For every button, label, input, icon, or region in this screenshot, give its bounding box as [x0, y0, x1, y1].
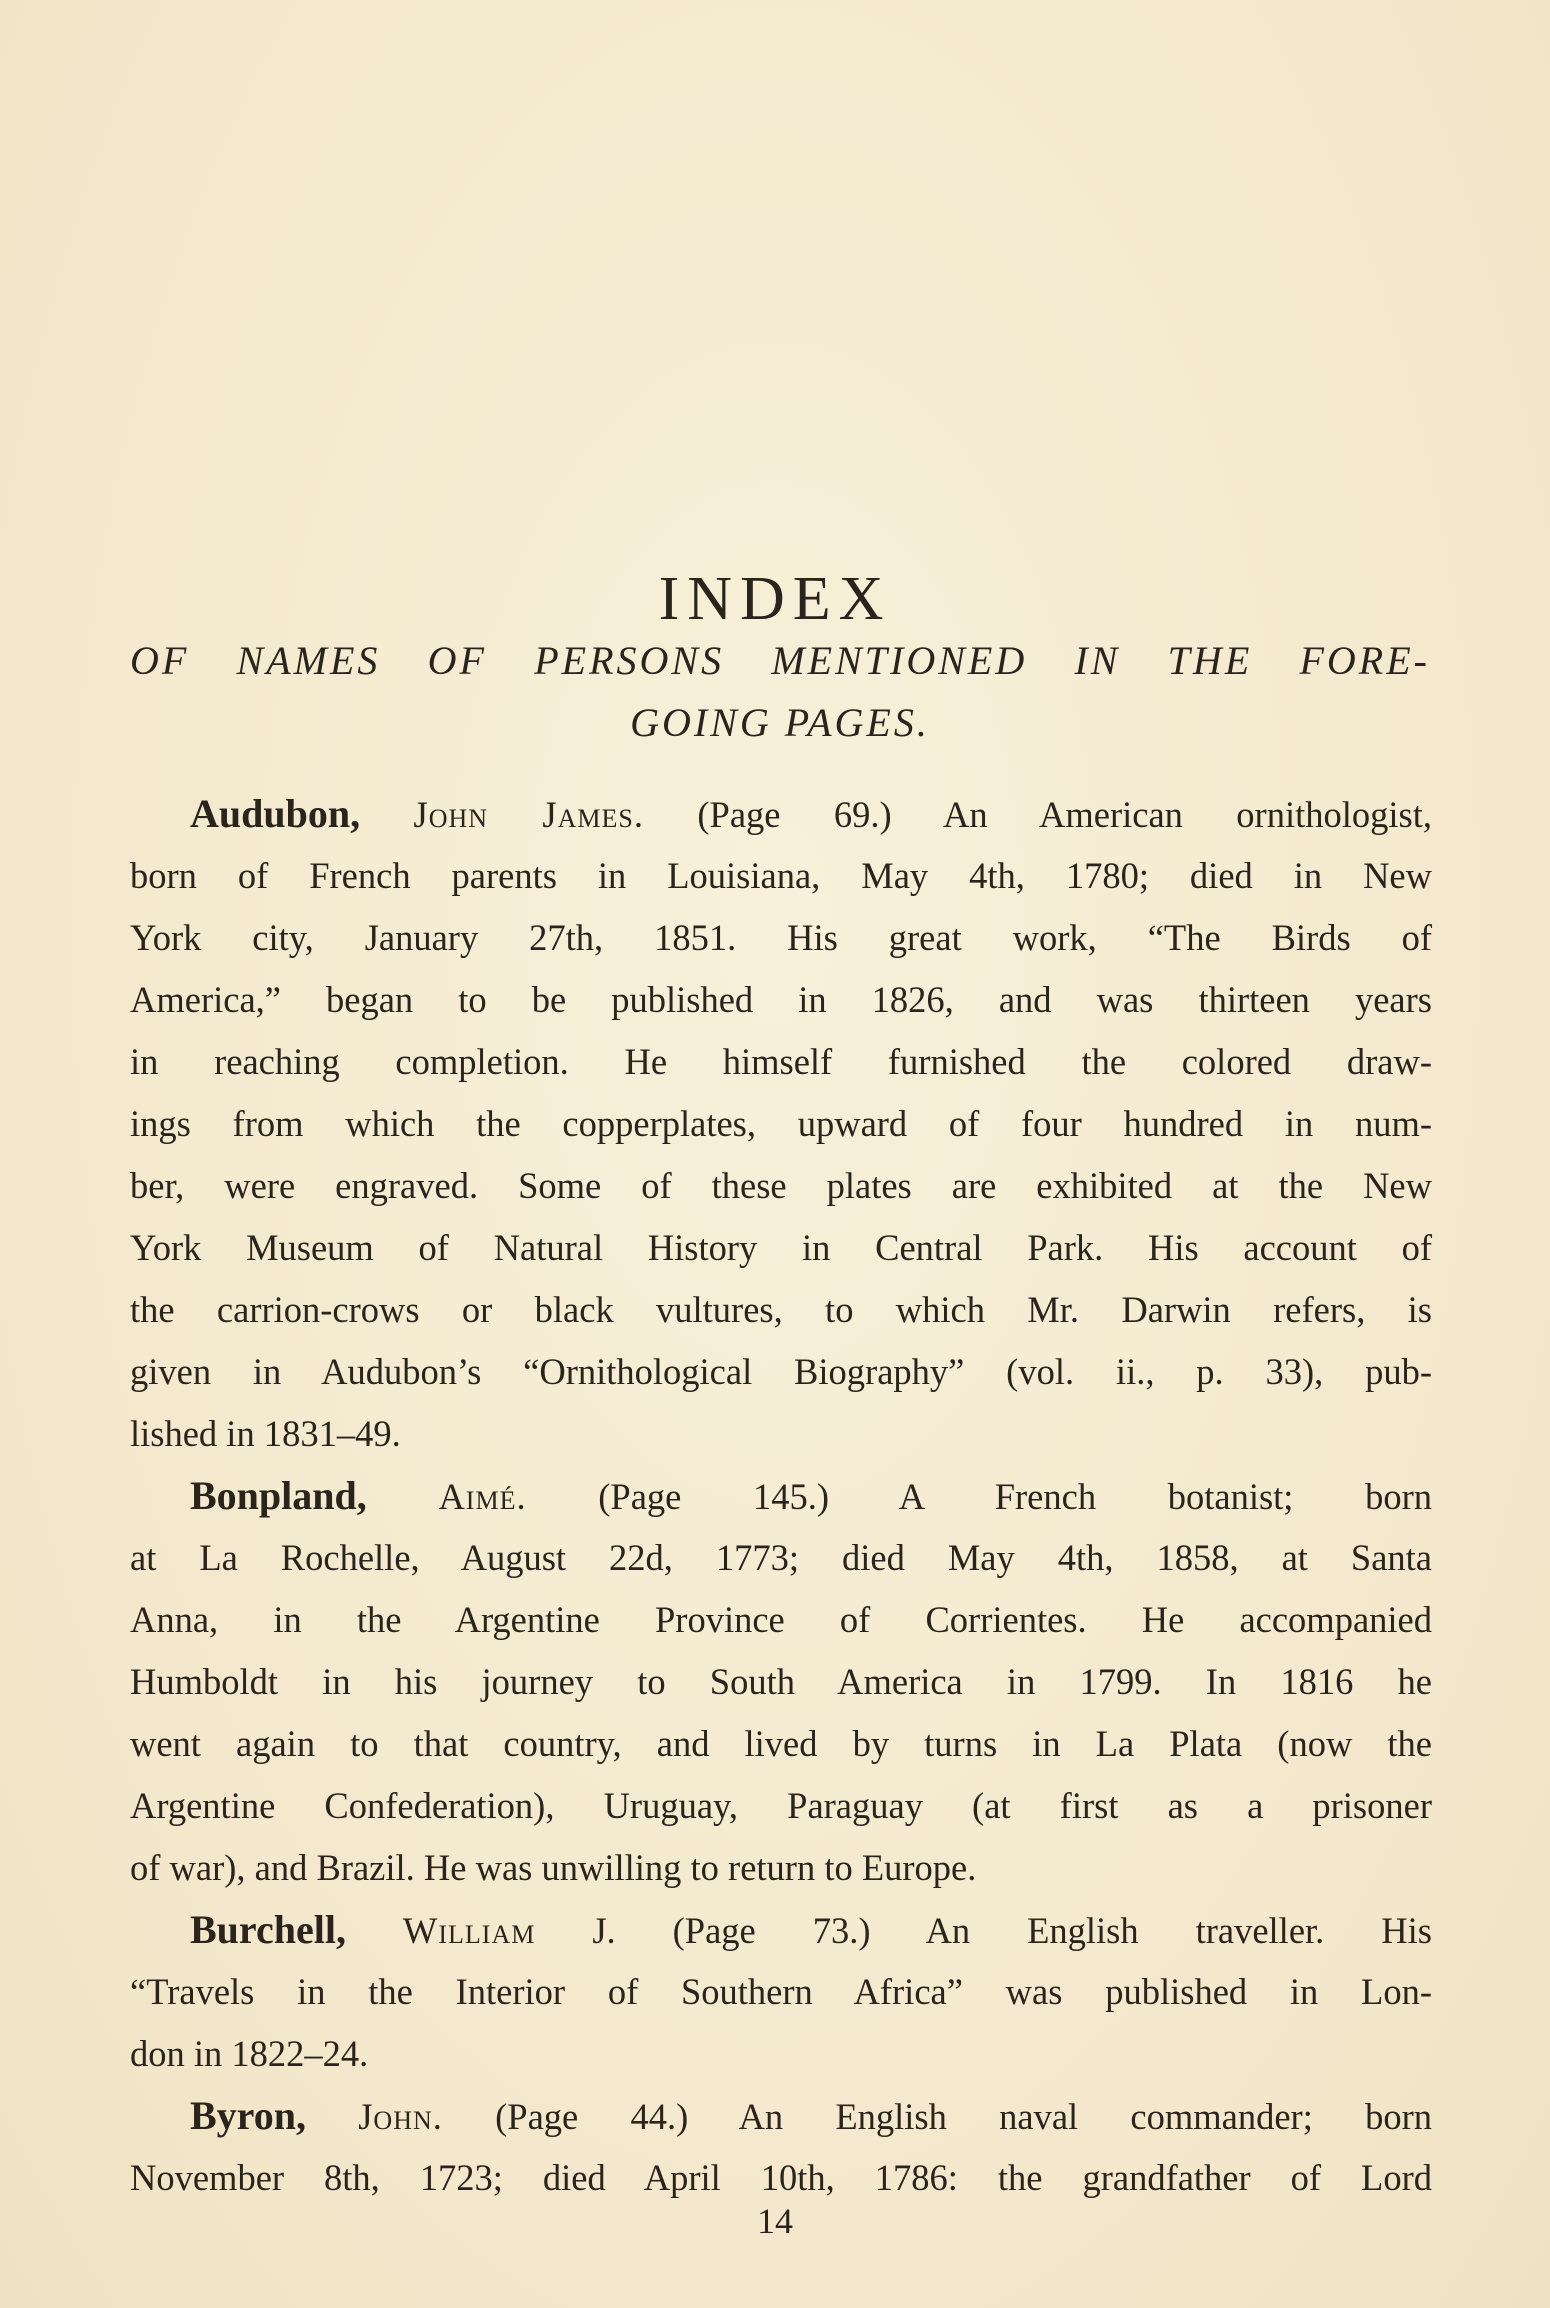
- entry-name: Burchell,: [190, 1907, 346, 1952]
- entry-text-line: lished in 1831–49.: [130, 1413, 401, 1454]
- entry-text-line: the carrion-crows or black vultures, to which Mr. Darwin refers, is: [130, 1289, 1432, 1330]
- subtitle-line-2: GOING PAGES.: [630, 700, 930, 745]
- entry-text-line: Anna, in the Argentine Province of Corrientes. He accompanied: [130, 1599, 1432, 1640]
- entry-first-names: John James.: [413, 794, 645, 835]
- entry-text-line: given in Audubon’s “Ornithological Biography” (vol. ii., p. 33), pub-: [130, 1351, 1432, 1392]
- subtitle-line-1: OF NAMES OF PERSONS MENTIONED IN THE FORE-: [130, 638, 1430, 683]
- entry-text-line: ber, were engraved. Some of these plates are exhibited at the New: [130, 1165, 1432, 1206]
- index-entry-burchell-line: [130, 1899, 1432, 1961]
- index-entry-bonpland-line: [130, 1465, 1432, 1527]
- entry-text-line: Humboldt in his journey to South America in 1799. In 1816 he: [130, 1661, 1432, 1702]
- index-entries: [130, 783, 1432, 2209]
- entry-text-line: Argentine Confederation), Uruguay, Paraguay (at first as a prisoner: [130, 1785, 1432, 1826]
- entry-text-line: don in 1822–24.: [130, 2033, 369, 2074]
- entry-name: Audubon,: [190, 791, 361, 836]
- entry-text: (Page 69.) An American ornithologist,: [644, 794, 1432, 835]
- entry-text-line: York city, January 27th, 1851. His great work, “The Birds of: [130, 917, 1432, 958]
- entry-text-line: born of French parents in Louisiana, May 4th, 1780; died in New: [130, 855, 1432, 896]
- entry-first-names: John.: [358, 2096, 443, 2137]
- entry-name: Byron,: [190, 2093, 306, 2138]
- entry-text-line: at La Rochelle, August 22d, 1773; died May 4th, 1858, at Santa: [130, 1537, 1432, 1578]
- entry-text-line: in reaching completion. He himself furnished the colored draw-: [130, 1041, 1432, 1082]
- entry-text-line: York Museum of Natural History in Central Park. His account of: [130, 1227, 1432, 1268]
- page-number: 14: [757, 2201, 793, 2241]
- entry-text-line: of war), and Brazil. He was unwilling to return to Europe.: [130, 1847, 977, 1888]
- entry-text: (Page 44.) An English naval commander; born: [442, 2096, 1433, 2137]
- entry-first-names: Aimé.: [438, 1476, 527, 1517]
- page-title: INDEX: [658, 564, 892, 633]
- entry-text-line: November 8th, 1723; died April 10th, 1786: the grandfather of Lord: [130, 2157, 1432, 2198]
- entry-text-line: ings from which the copperplates, upward of four hundred in num-: [130, 1103, 1432, 1144]
- page-subtitle: [130, 630, 1430, 754]
- entry-first-names: William: [402, 1910, 536, 1951]
- entry-name: Bonpland,: [190, 1473, 367, 1518]
- entry-text-line: America,” began to be published in 1826, and was thirteen years: [130, 979, 1432, 1020]
- entry-initial: J.: [535, 1910, 616, 1951]
- entry-text-line: went again to that country, and lived by turns in La Plata (now the: [130, 1723, 1432, 1764]
- entry-text: (Page 73.) An English traveller. His: [615, 1910, 1432, 1951]
- index-entry-byron-line: [130, 2085, 1432, 2147]
- entry-text: (Page 145.) A French botanist; born: [526, 1476, 1433, 1517]
- index-entry-audubon-line: [130, 783, 1432, 845]
- entry-text-line: “Travels in the Interior of Southern Africa” was published in Lon-: [130, 1971, 1432, 2012]
